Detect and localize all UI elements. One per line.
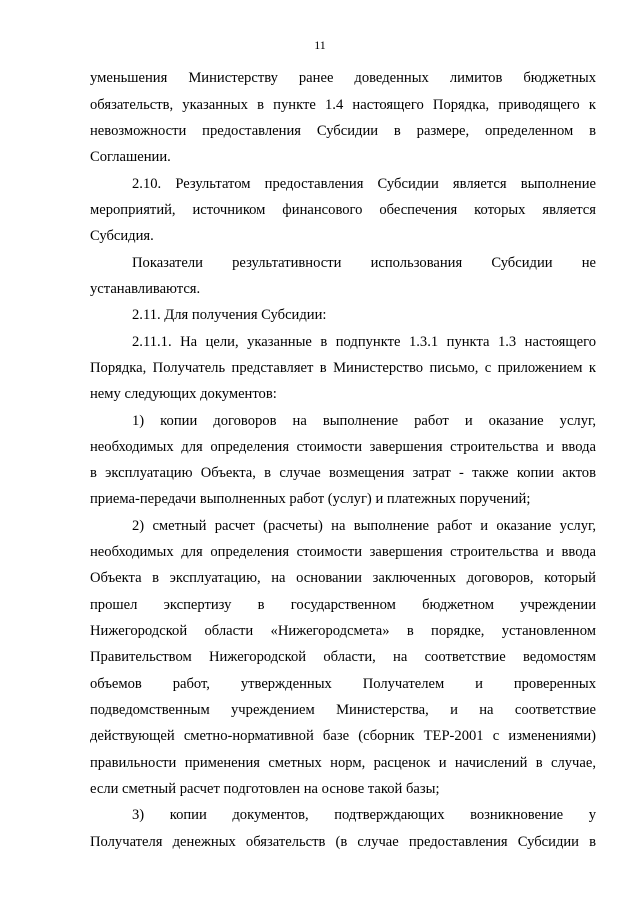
text-line: Субсидия. [90, 228, 154, 244]
text-line: 2.11. Для получения Субсидии: [132, 307, 327, 323]
text-line: устанавливаются. [90, 281, 201, 297]
text-line: в эксплуатацию Объекта, в случае возмещения затрат - также копии актов [90, 465, 596, 481]
text-line: обязательств, указанных в пункте 1.4 настоящего Порядка, приводящего к [90, 97, 596, 113]
text-line: 3) копии документов, подтверждающих возникновение у [132, 807, 596, 823]
text-line: если сметный расчет подготовлен на основе такой базы; [90, 781, 440, 797]
text-line: 1) копии договоров на выполнение работ и оказание услуг, [132, 413, 596, 429]
text-line: уменьшения Министерству ранее доведенных лимитов бюджетных [90, 70, 596, 86]
text-line: объемов работ, утвержденных Получателем и проверенных [90, 676, 596, 692]
text-line: приема-передачи выполненных работ (услуг) и платежных поручений; [90, 491, 531, 507]
text-line: 2.11.1. На цели, указанные в подпункте 1.3.1 пункта 1.3 настоящего [132, 334, 596, 350]
text-line: Соглашении. [90, 149, 171, 165]
text-line: необходимых для определения стоимости завершения строительства и ввода [90, 544, 596, 560]
text-line: Получателя денежных обязательств (в случае предоставления Субсидии в [90, 834, 596, 850]
text-line: Правительством Нижегородской области, на соответствие ведомостям [90, 649, 596, 665]
text-line: невозможности предоставления Субсидии в размере, определенном в [90, 123, 596, 139]
text-line: Показатели результативности использования Субсидии не [132, 255, 596, 271]
text-line: Порядка, Получатель представляет в Министерство письмо, с приложением к [90, 360, 596, 376]
text-line: необходимых для определения стоимости завершения строительства и ввода [90, 439, 596, 455]
text-line: мероприятий, источником финансового обеспечения которых является [90, 202, 596, 218]
text-line: 2) сметный расчет (расчеты) на выполнение работ и оказание услуг, [132, 518, 596, 534]
text-line: Нижегородской области «Нижегородсмета» в порядке, установленном [90, 623, 596, 639]
text-line: 2.10. Результатом предоставления Субсидии является выполнение [132, 176, 596, 192]
text-line: правильности применения сметных норм, расценок и начислений в случае, [90, 755, 596, 771]
text-line: прошел экспертизу в государственном бюджетном учреждении [90, 597, 596, 613]
text-line: Объекта в эксплуатацию, на основании заключенных договоров, который [90, 570, 596, 586]
text-line: действующей сметно-нормативной базе (сборник ТЕР-2001 с изменениями) [90, 728, 596, 744]
text-line: нему следующих документов: [90, 386, 277, 402]
page-number: 11 [314, 38, 326, 52]
text-line: подведомственным учреждением Министерства, и на соответствие [90, 702, 596, 718]
